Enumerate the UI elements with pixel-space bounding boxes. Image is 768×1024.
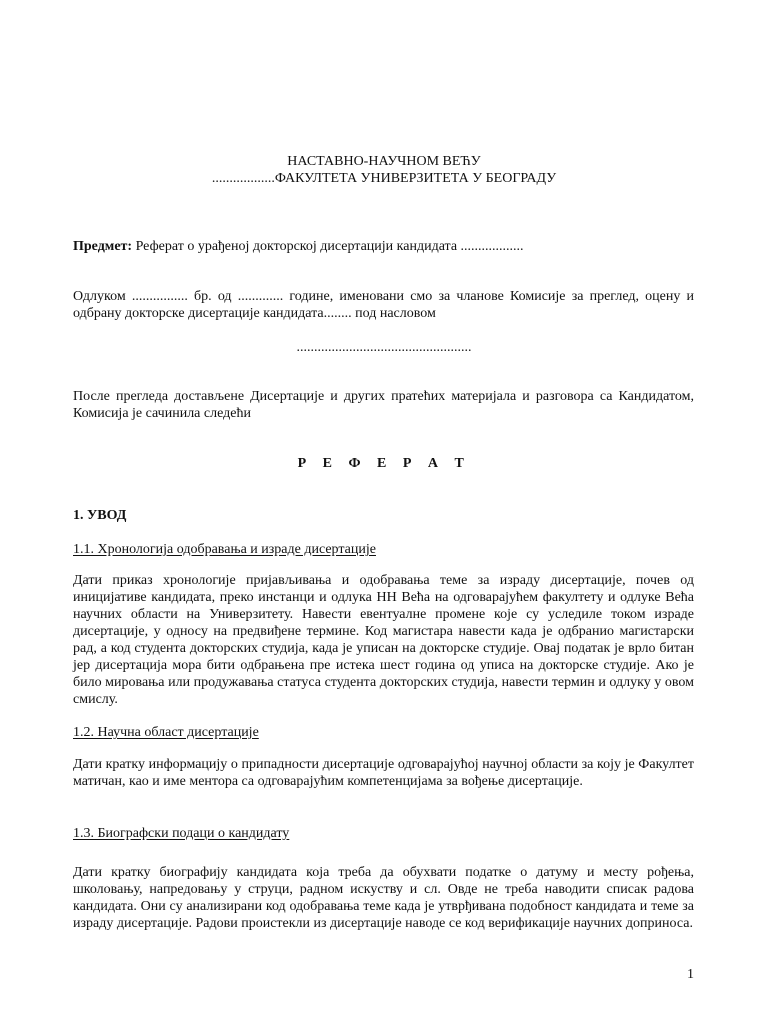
subsection-1-3-title: 1.3. Биографски подаци о кандидату <box>73 826 290 841</box>
subsection-1-3-heading <box>73 825 694 842</box>
addressee-line-1: НАСТАВНО-НАУЧНОМ ВЕЋУ <box>287 154 481 169</box>
page-number: 1 <box>687 967 694 982</box>
subsection-1-2-title: 1.2. Научна област дисертације <box>73 725 259 740</box>
addressee-line-2: ..................ФАКУЛТЕТА УНИВЕРЗИТЕТА У БЕОГРАДУ <box>211 171 557 186</box>
subsection-1-1-title: 1.1. Хронологија одобравања и израде дисертације <box>73 542 376 557</box>
subsection-1-1-heading <box>73 541 694 558</box>
subsection-1-2-text: Дати кратку информацију о припадности дисертације одговарајућој научној области за коју је Факултет матичан, као и име ментора са одговарајућим компетенцијама за вођење дисертације. <box>73 757 694 789</box>
subject-text: Реферат о урађеној докторској дисертацији кандидата .................. <box>135 239 524 254</box>
intro-paragraph: После прегледа достављене Дисертације и других пратећих материјала и разговора са Кандидатом, Комисија је сачинила следећи <box>73 389 694 421</box>
section-1-heading: 1. УВОД <box>73 508 127 523</box>
report-title: Р Е Ф Е Р А Т <box>297 456 471 471</box>
subject-line <box>73 238 694 255</box>
dissertation-title-placeholder: .................................................. <box>296 340 472 355</box>
decision-paragraph: Одлуком ................ бр. од ............. године, именовани смо за чланове Комисије за преглед, оцену и одбрану докторске дисертације кандидата........ под насловом <box>73 289 694 321</box>
subsection-1-1-text: Дати приказ хронологије пријављивања и одобравања теме за израду дисертације, почев од иницијативе кандидата, преко инстанци и одлука НН Већа на одговарајућем факултету и одлуке Већа научних области на Универзитету. Навести евентуалне промене које су уследиле током израде дисертације, у односу на предвиђене термине. Код магистара навести када је одбранио магистарски рад, а код студента докторских студија, када је уписан на докторске студије. Овај податак је врло битан јер дисертација мора бити одбрањена пре истека шест година од уписа на докторске студије. Ако је било мировања или продужавања статуса студента докторских студија, навести термин и одлуку у овом смислу. <box>73 573 694 707</box>
subject-label: Предмет: <box>73 239 133 254</box>
subsection-1-3-text: Дати кратку биографију кандидата која треба да обухвати податке о датуму и месту рођења, школовању, напредовању у струци, радном искуству и сл. Овде не треба наводити списак радова кандидата. Они су анализирани код одобравања теме када је утврђивана подобност кандидата и теме за израду дисертације. Радови проистекли из дисертације наводе се код верификације научних доприноса. <box>73 865 694 931</box>
subsection-1-2-heading <box>73 724 694 741</box>
